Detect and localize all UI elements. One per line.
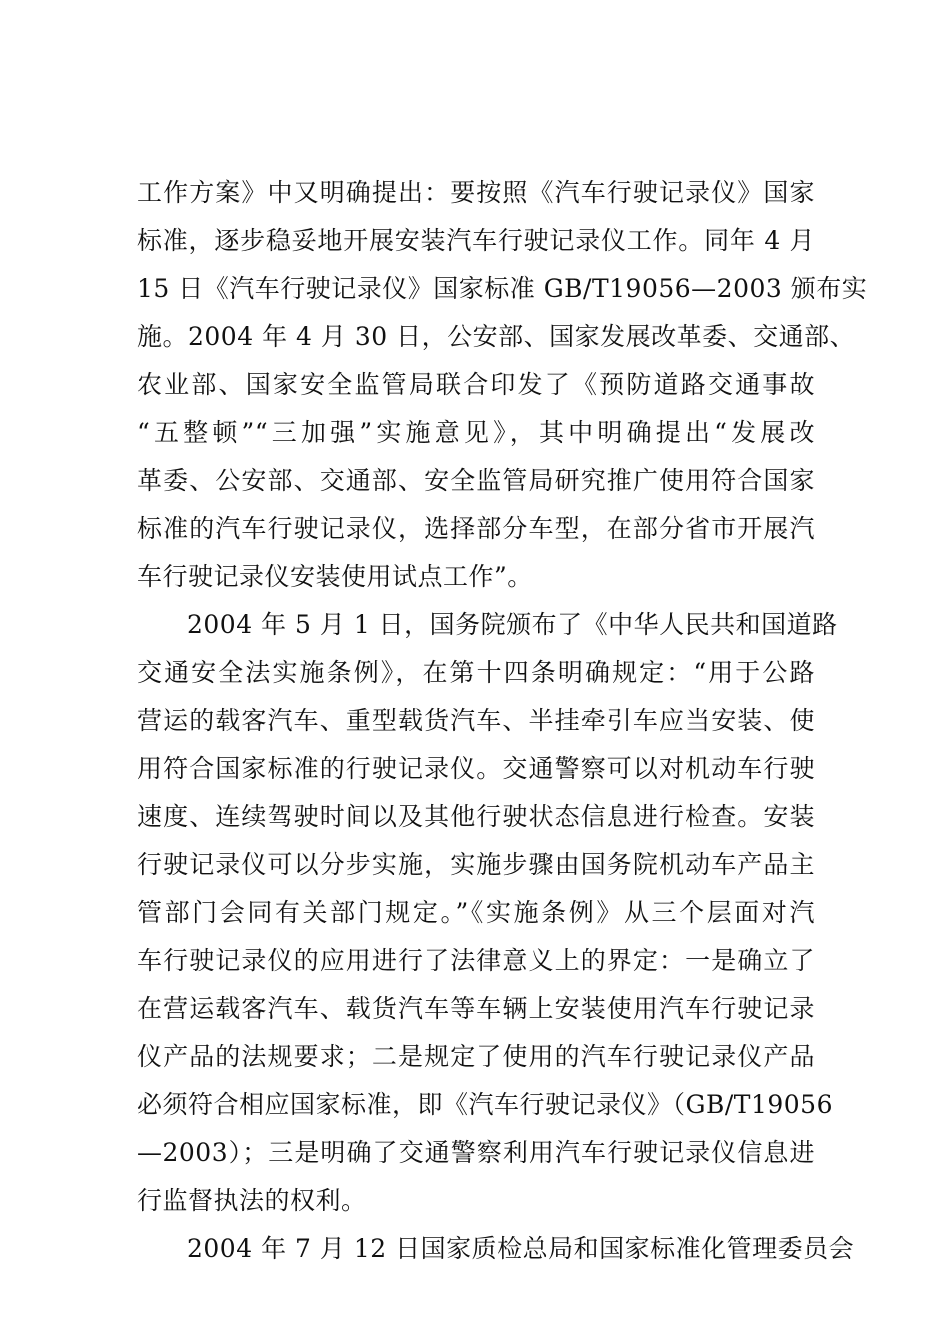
paragraph-end-line: 车行驶记录仪安装使用试点工作”。 bbox=[137, 562, 533, 591]
paragraph-first-line: 2004 年 5 月 1 日，国务院颁布了《中华人民共和国道路 bbox=[187, 610, 838, 639]
paragraph-first-line: 2004 年 7 月 12 日国家质检总局和国家标准化管理委员会 bbox=[187, 1234, 855, 1263]
body-text-line: 车行驶记录仪的应用进行了法律意义上的界定：一是确立了 bbox=[137, 946, 815, 975]
body-text-line: 速度、连续驾驶时间以及其他行驶状态信息进行检查。安装 bbox=[137, 802, 815, 831]
body-text-line: 管部门会同有关部门规定。”《实施条例》从三个层面对汽 bbox=[137, 898, 815, 927]
body-text-line: 营运的载客汽车、重型载货汽车、半挂牵引车应当安装、使 bbox=[137, 706, 815, 735]
body-text-line: 仪产品的法规要求；二是规定了使用的汽车行驶记录仪产品 bbox=[137, 1042, 815, 1071]
body-text-line: 农业部、国家安全监管局联合印发了《预防道路交通事故 bbox=[137, 370, 815, 399]
body-text-line: —2003）；三是明确了交通警察利用汽车行驶记录仪信息进 bbox=[137, 1138, 815, 1167]
paragraph-end-line: 行监督执法的权利。 bbox=[137, 1186, 367, 1215]
body-text-line: 必须符合相应国家标准，即《汽车行驶记录仪》（GB/T19056 bbox=[137, 1090, 833, 1119]
body-text-line: 在营运载客汽车、载货汽车等车辆上安装使用汽车行驶记录 bbox=[137, 994, 815, 1023]
body-text-line: 工作方案》中又明确提出：要按照《汽车行驶记录仪》国家 bbox=[137, 178, 815, 207]
body-text-line: 革委、公安部、交通部、安全监管局研究推广使用符合国家 bbox=[137, 466, 815, 495]
body-text-line: 用符合国家标准的行驶记录仪。交通警察可以对机动车行驶 bbox=[137, 754, 815, 783]
body-text-line: “五整顿”“三加强”实施意见》，其中明确提出“发展改 bbox=[137, 418, 815, 447]
body-text-line: 15 日《汽车行驶记录仪》国家标准 GB/T19056—2003 颁布实 bbox=[137, 274, 868, 303]
body-text-line: 施。2004 年 4 月 30 日，公安部、国家发展改革委、交通部、 bbox=[137, 322, 856, 351]
body-text-line: 行驶记录仪可以分步实施，实施步骤由国务院机动车产品主 bbox=[137, 850, 815, 879]
body-text-line: 交通安全法实施条例》，在第十四条明确规定：“用于公路 bbox=[137, 658, 815, 687]
body-text-line: 标准的汽车行驶记录仪，选择部分车型，在部分省市开展汽 bbox=[137, 514, 815, 543]
body-text-line: 标准，逐步稳妥地开展安装汽车行驶记录仪工作。同年 4 月 bbox=[137, 226, 815, 255]
